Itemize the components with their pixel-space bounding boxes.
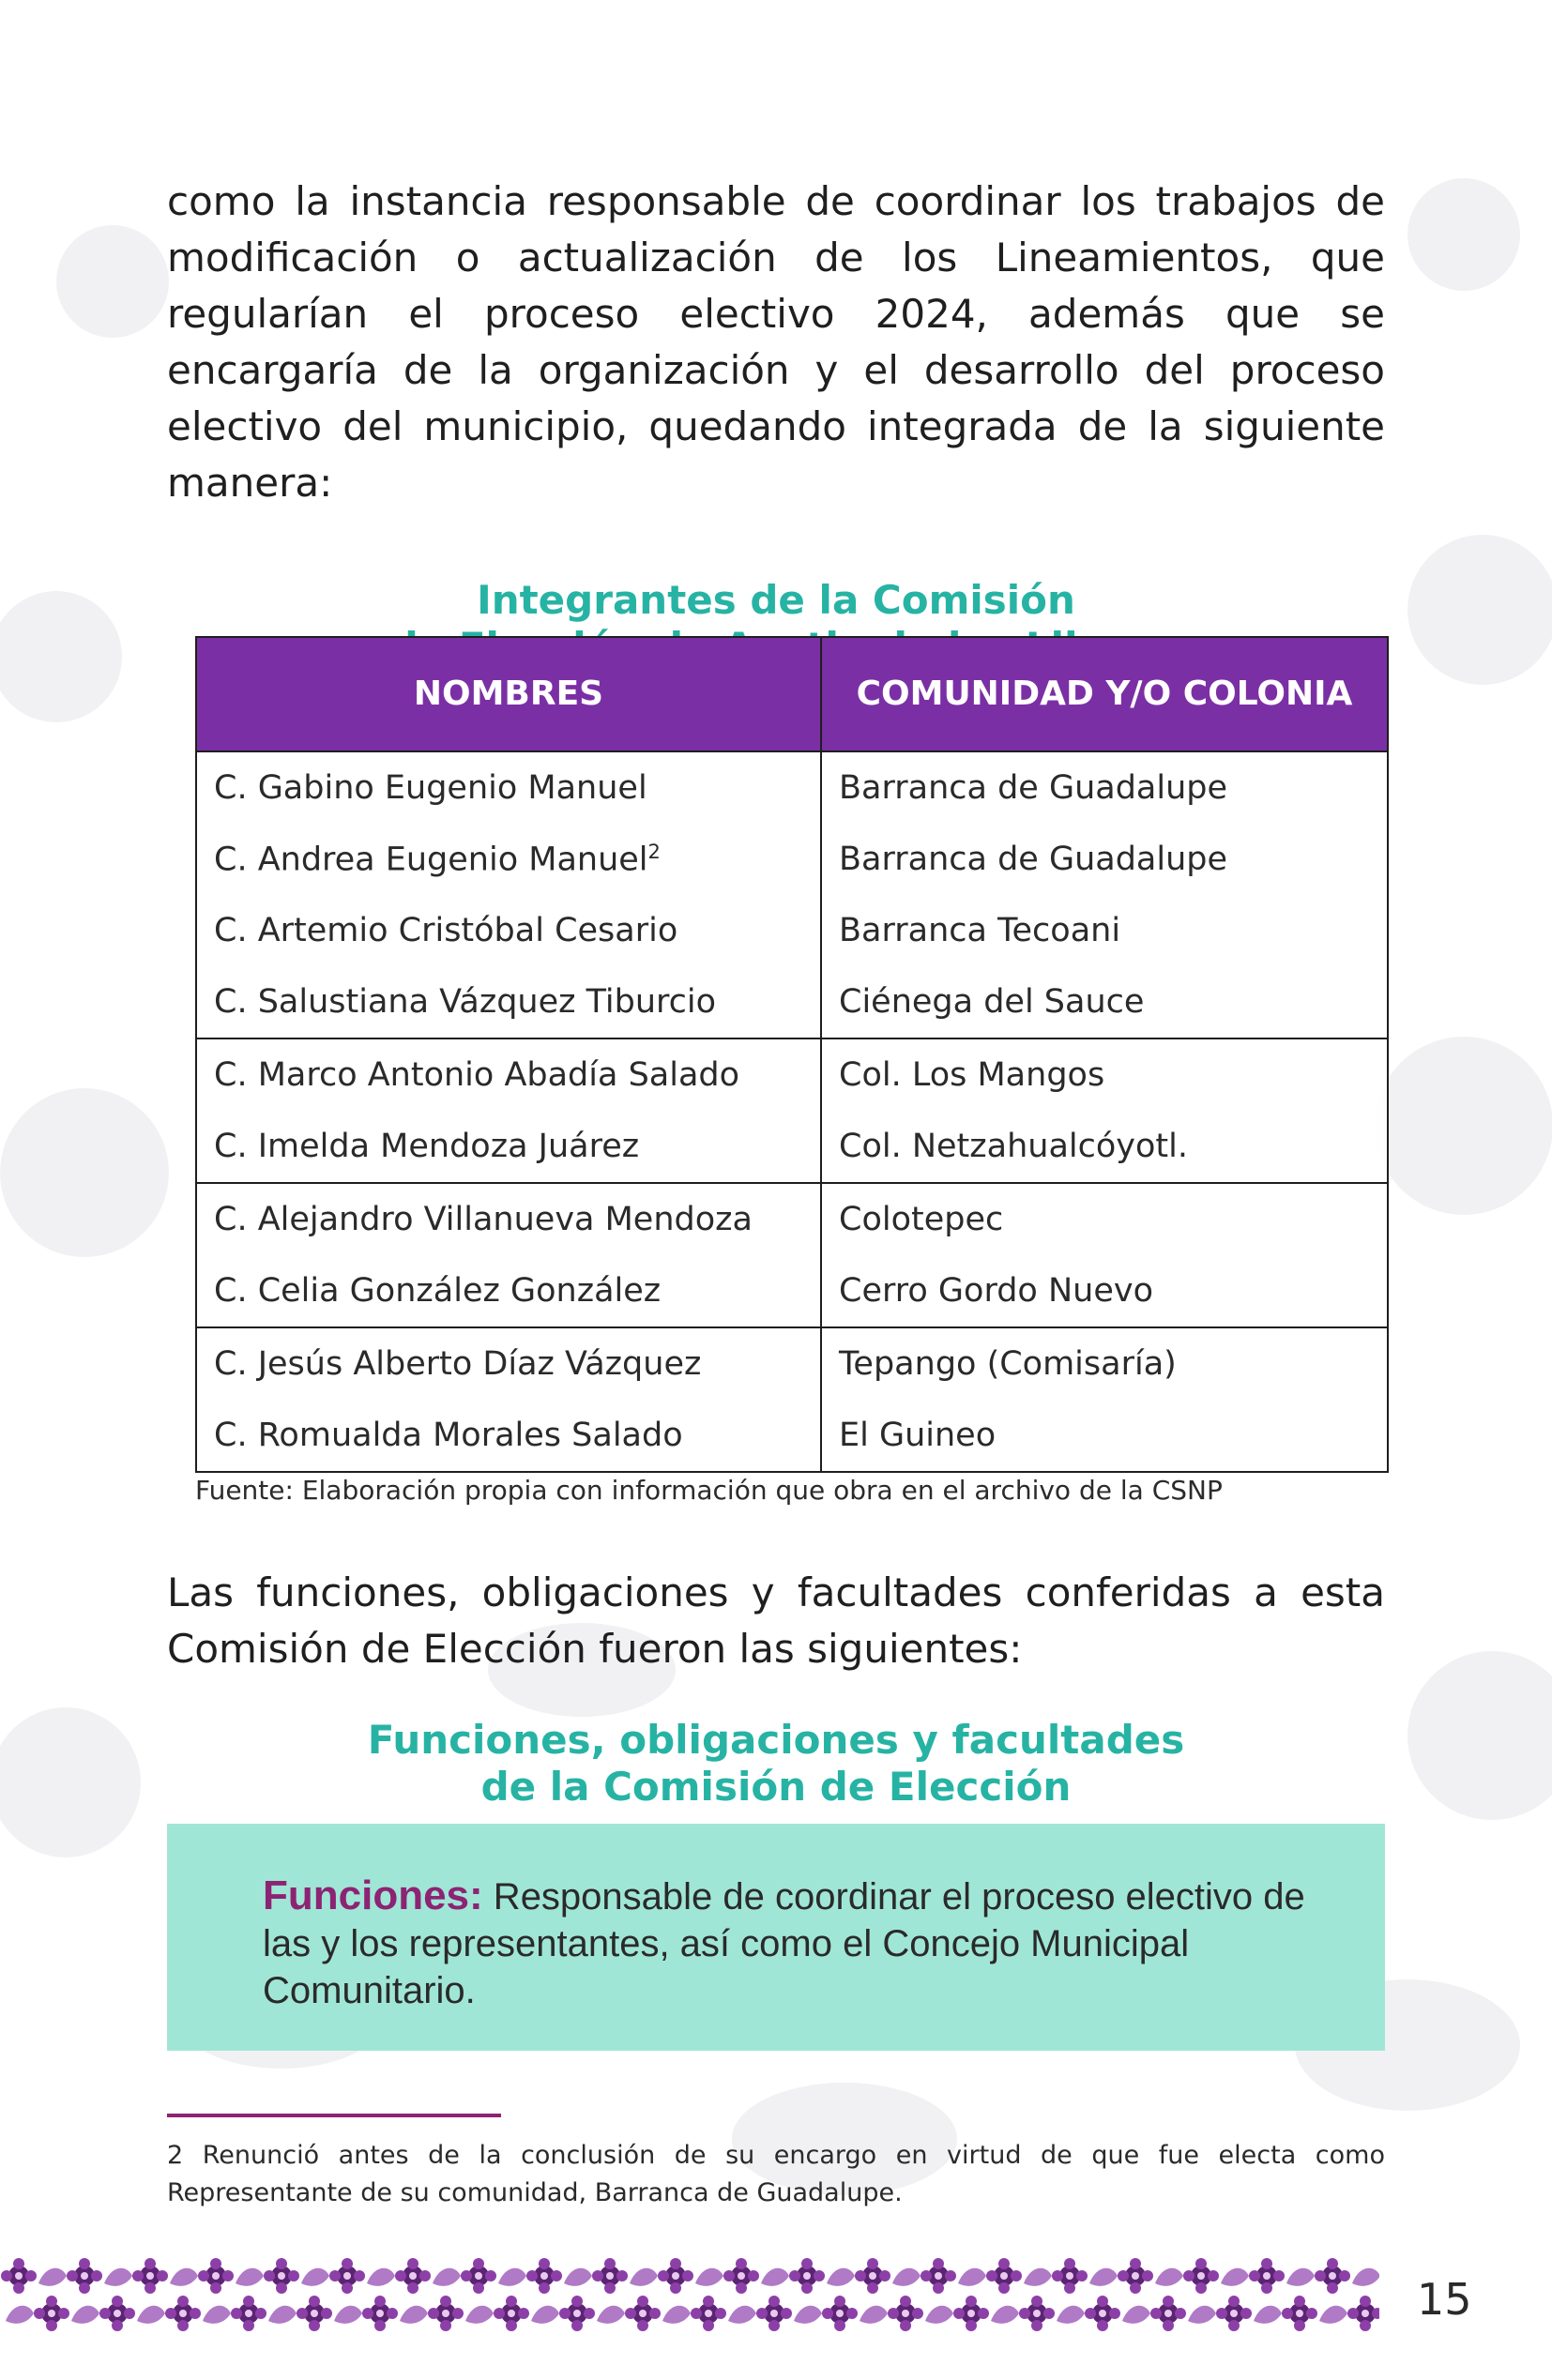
border-flower — [855, 2258, 890, 2294]
border-flower — [494, 2296, 529, 2331]
border-flower — [592, 2258, 628, 2294]
border-flower — [789, 2258, 825, 2294]
border-flower — [1019, 2296, 1055, 2331]
member-place: Colotepec — [821, 1183, 1388, 1255]
functions-title-line1: Funciones, obligaciones y facultades — [367, 1717, 1185, 1763]
border-flower — [428, 2296, 464, 2331]
border-leaf — [334, 2306, 362, 2324]
table-title-line1: Integrantes de la Comisión — [477, 577, 1075, 623]
callout-label: Funciones: — [263, 1872, 483, 1918]
member-place: El Guineo — [821, 1400, 1388, 1472]
border-leaf — [1057, 2306, 1085, 2324]
border-leaf — [531, 2306, 559, 2324]
border-flower — [329, 2258, 365, 2294]
member-place: Barranca Tecoani — [821, 895, 1388, 966]
member-place: Barranca de Guadalupe — [821, 824, 1388, 895]
border-flower — [1249, 2258, 1285, 2294]
table-row — [196, 824, 1388, 895]
border-flower — [1085, 2296, 1120, 2331]
table-row — [196, 1111, 1388, 1183]
member-place: Cerro Gordo Nuevo — [821, 1255, 1388, 1327]
member-place: Tepango (Comisaría) — [821, 1327, 1388, 1400]
border-leaf — [170, 2268, 198, 2286]
border-leaf — [1089, 2268, 1118, 2286]
border-flower — [1183, 2258, 1219, 2294]
border-flower — [921, 2258, 956, 2294]
border-leaf — [860, 2306, 888, 2324]
footnote — [167, 2137, 1385, 2212]
border-leaf — [958, 2268, 986, 2286]
border-leaf — [465, 2306, 494, 2324]
border-flower — [1052, 2258, 1088, 2294]
border-leaf — [433, 2268, 461, 2286]
border-leaf — [761, 2268, 789, 2286]
footnote-text: Renunció antes de la conclusión de su encargo en virtud de que fue electa como Representante de su comunidad, Barranca de Guadalupe. — [167, 2141, 1385, 2207]
border-flower — [461, 2258, 496, 2294]
table-row — [196, 895, 1388, 966]
member-name: C. Marco Antonio Abadía Salado — [196, 1038, 821, 1111]
border-leaf — [1286, 2268, 1315, 2286]
table-source-note: Fuente: Elaboración propia con información que obra en el archivo de la CSNP — [195, 1475, 1223, 1506]
border-leaf — [1254, 2306, 1282, 2324]
member-place: Ciénega del Sauce — [821, 966, 1388, 1038]
border-leaf — [1155, 2268, 1183, 2286]
border-leaf — [892, 2268, 921, 2286]
table-row — [196, 966, 1388, 1038]
border-flower — [559, 2296, 595, 2331]
border-leaf — [498, 2268, 526, 2286]
member-name: C. Andrea Eugenio Manuel$^2$ — [196, 824, 821, 895]
border-flower — [1150, 2296, 1186, 2331]
table-row — [196, 1038, 1388, 1111]
border-flower — [264, 2258, 299, 2294]
border-flower — [756, 2296, 792, 2331]
border-flower — [1347, 2296, 1379, 2331]
member-name: C. Imelda Mendoza Juárez — [196, 1111, 821, 1183]
border-flower — [888, 2296, 923, 2331]
border-leaf — [400, 2306, 428, 2324]
border-leaf — [1024, 2268, 1052, 2286]
table-row — [196, 1183, 1388, 1255]
member-name: C. Artemio Cristóbal Cesario — [196, 895, 821, 966]
border-flower — [395, 2258, 431, 2294]
member-name: C. Salustiana Vázquez Tiburcio — [196, 966, 821, 1038]
border-leaf — [695, 2268, 723, 2286]
border-leaf — [71, 2306, 99, 2324]
border-flower — [1282, 2296, 1317, 2331]
member-place: Col. Netzahualcóyotl. — [821, 1111, 1388, 1183]
border-flower — [625, 2296, 661, 2331]
border-flower — [198, 2258, 234, 2294]
border-flower — [691, 2296, 726, 2331]
border-leaf — [38, 2268, 67, 2286]
decorative-border — [0, 2251, 1379, 2345]
header-names: NOMBRES — [196, 637, 821, 751]
header-community: COMUNIDAD Y/O COLONIA — [821, 637, 1388, 751]
member-name: C. Alejandro Villanueva Mendoza — [196, 1183, 821, 1255]
border-leaf — [925, 2306, 953, 2324]
border-leaf — [367, 2268, 395, 2286]
border-flower — [132, 2258, 168, 2294]
border-flower — [658, 2258, 693, 2294]
border-flower — [723, 2258, 759, 2294]
callout-body: Responsable de coordinar el proceso electivo de las y los representantes, así como el Concejo Municipal Comunitario. — [263, 1876, 1305, 2011]
border-leaf — [662, 2306, 691, 2324]
border-leaf — [1319, 2306, 1347, 2324]
border-flower — [67, 2258, 102, 2294]
border-flower — [822, 2296, 858, 2331]
member-name: C. Romualda Morales Salado — [196, 1400, 821, 1472]
border-leaf — [597, 2306, 625, 2324]
member-place: Barranca de Guadalupe — [821, 751, 1388, 824]
border-flower — [1216, 2296, 1252, 2331]
border-leaf — [6, 2306, 34, 2324]
functions-callout — [167, 1824, 1385, 2051]
functions-title-line2: de la Comisión de Elección — [480, 1764, 1072, 1810]
table-row — [196, 751, 1388, 824]
border-leaf — [1122, 2306, 1150, 2324]
border-flower — [1, 2258, 37, 2294]
table-row — [196, 1400, 1388, 1472]
border-flower — [99, 2296, 135, 2331]
border-flower — [362, 2296, 398, 2331]
border-leaf — [268, 2306, 297, 2324]
border-leaf — [137, 2306, 165, 2324]
border-leaf — [301, 2268, 329, 2286]
footnote-divider — [167, 2114, 501, 2117]
members-table — [195, 636, 1389, 1473]
border-flower — [165, 2296, 201, 2331]
border-leaf — [827, 2268, 855, 2286]
border-leaf — [104, 2268, 132, 2286]
table-row — [196, 1327, 1388, 1400]
border-leaf — [794, 2306, 822, 2324]
callout-text — [263, 1872, 1314, 2014]
table-row — [196, 1255, 1388, 1327]
border-leaf — [236, 2268, 264, 2286]
border-leaf — [630, 2268, 658, 2286]
footnote-number: 2 — [167, 2141, 184, 2170]
border-flower — [34, 2296, 69, 2331]
border-leaf — [728, 2306, 756, 2324]
functions-paragraph: Las funciones, obligaciones y facultades conferidas a esta Comisión de Elección fueron las siguientes: — [167, 1569, 1385, 1672]
member-name: C. Jesús Alberto Díaz Vázquez — [196, 1327, 821, 1400]
border-leaf — [1221, 2268, 1249, 2286]
border-flower — [1118, 2258, 1153, 2294]
border-leaf — [1188, 2306, 1216, 2324]
border-leaf — [564, 2268, 592, 2286]
intro-paragraph: como la instancia responsable de coordinar los trabajos de modificación o actualización de los Lineamientos, que regularían el proceso electivo 2024, además que se encargaría de la organización y el desarrollo del proceso electivo del municipio, quedando integrada de la siguiente manera: — [167, 178, 1385, 506]
member-name: C. Gabino Eugenio Manuel — [196, 751, 821, 824]
border-flower — [953, 2296, 989, 2331]
border-leaf — [203, 2306, 231, 2324]
page-number: 15 — [1417, 2274, 1472, 2325]
border-flower — [231, 2296, 266, 2331]
border-flower — [526, 2258, 562, 2294]
border-flower — [1315, 2258, 1350, 2294]
border-leaf — [1352, 2268, 1379, 2286]
footnote-marker: 2 — [647, 840, 661, 863]
border-flower — [986, 2258, 1022, 2294]
border-leaf — [991, 2306, 1019, 2324]
member-name: C. Celia González González — [196, 1255, 821, 1327]
border-flower — [297, 2296, 332, 2331]
member-place: Col. Los Mangos — [821, 1038, 1388, 1111]
